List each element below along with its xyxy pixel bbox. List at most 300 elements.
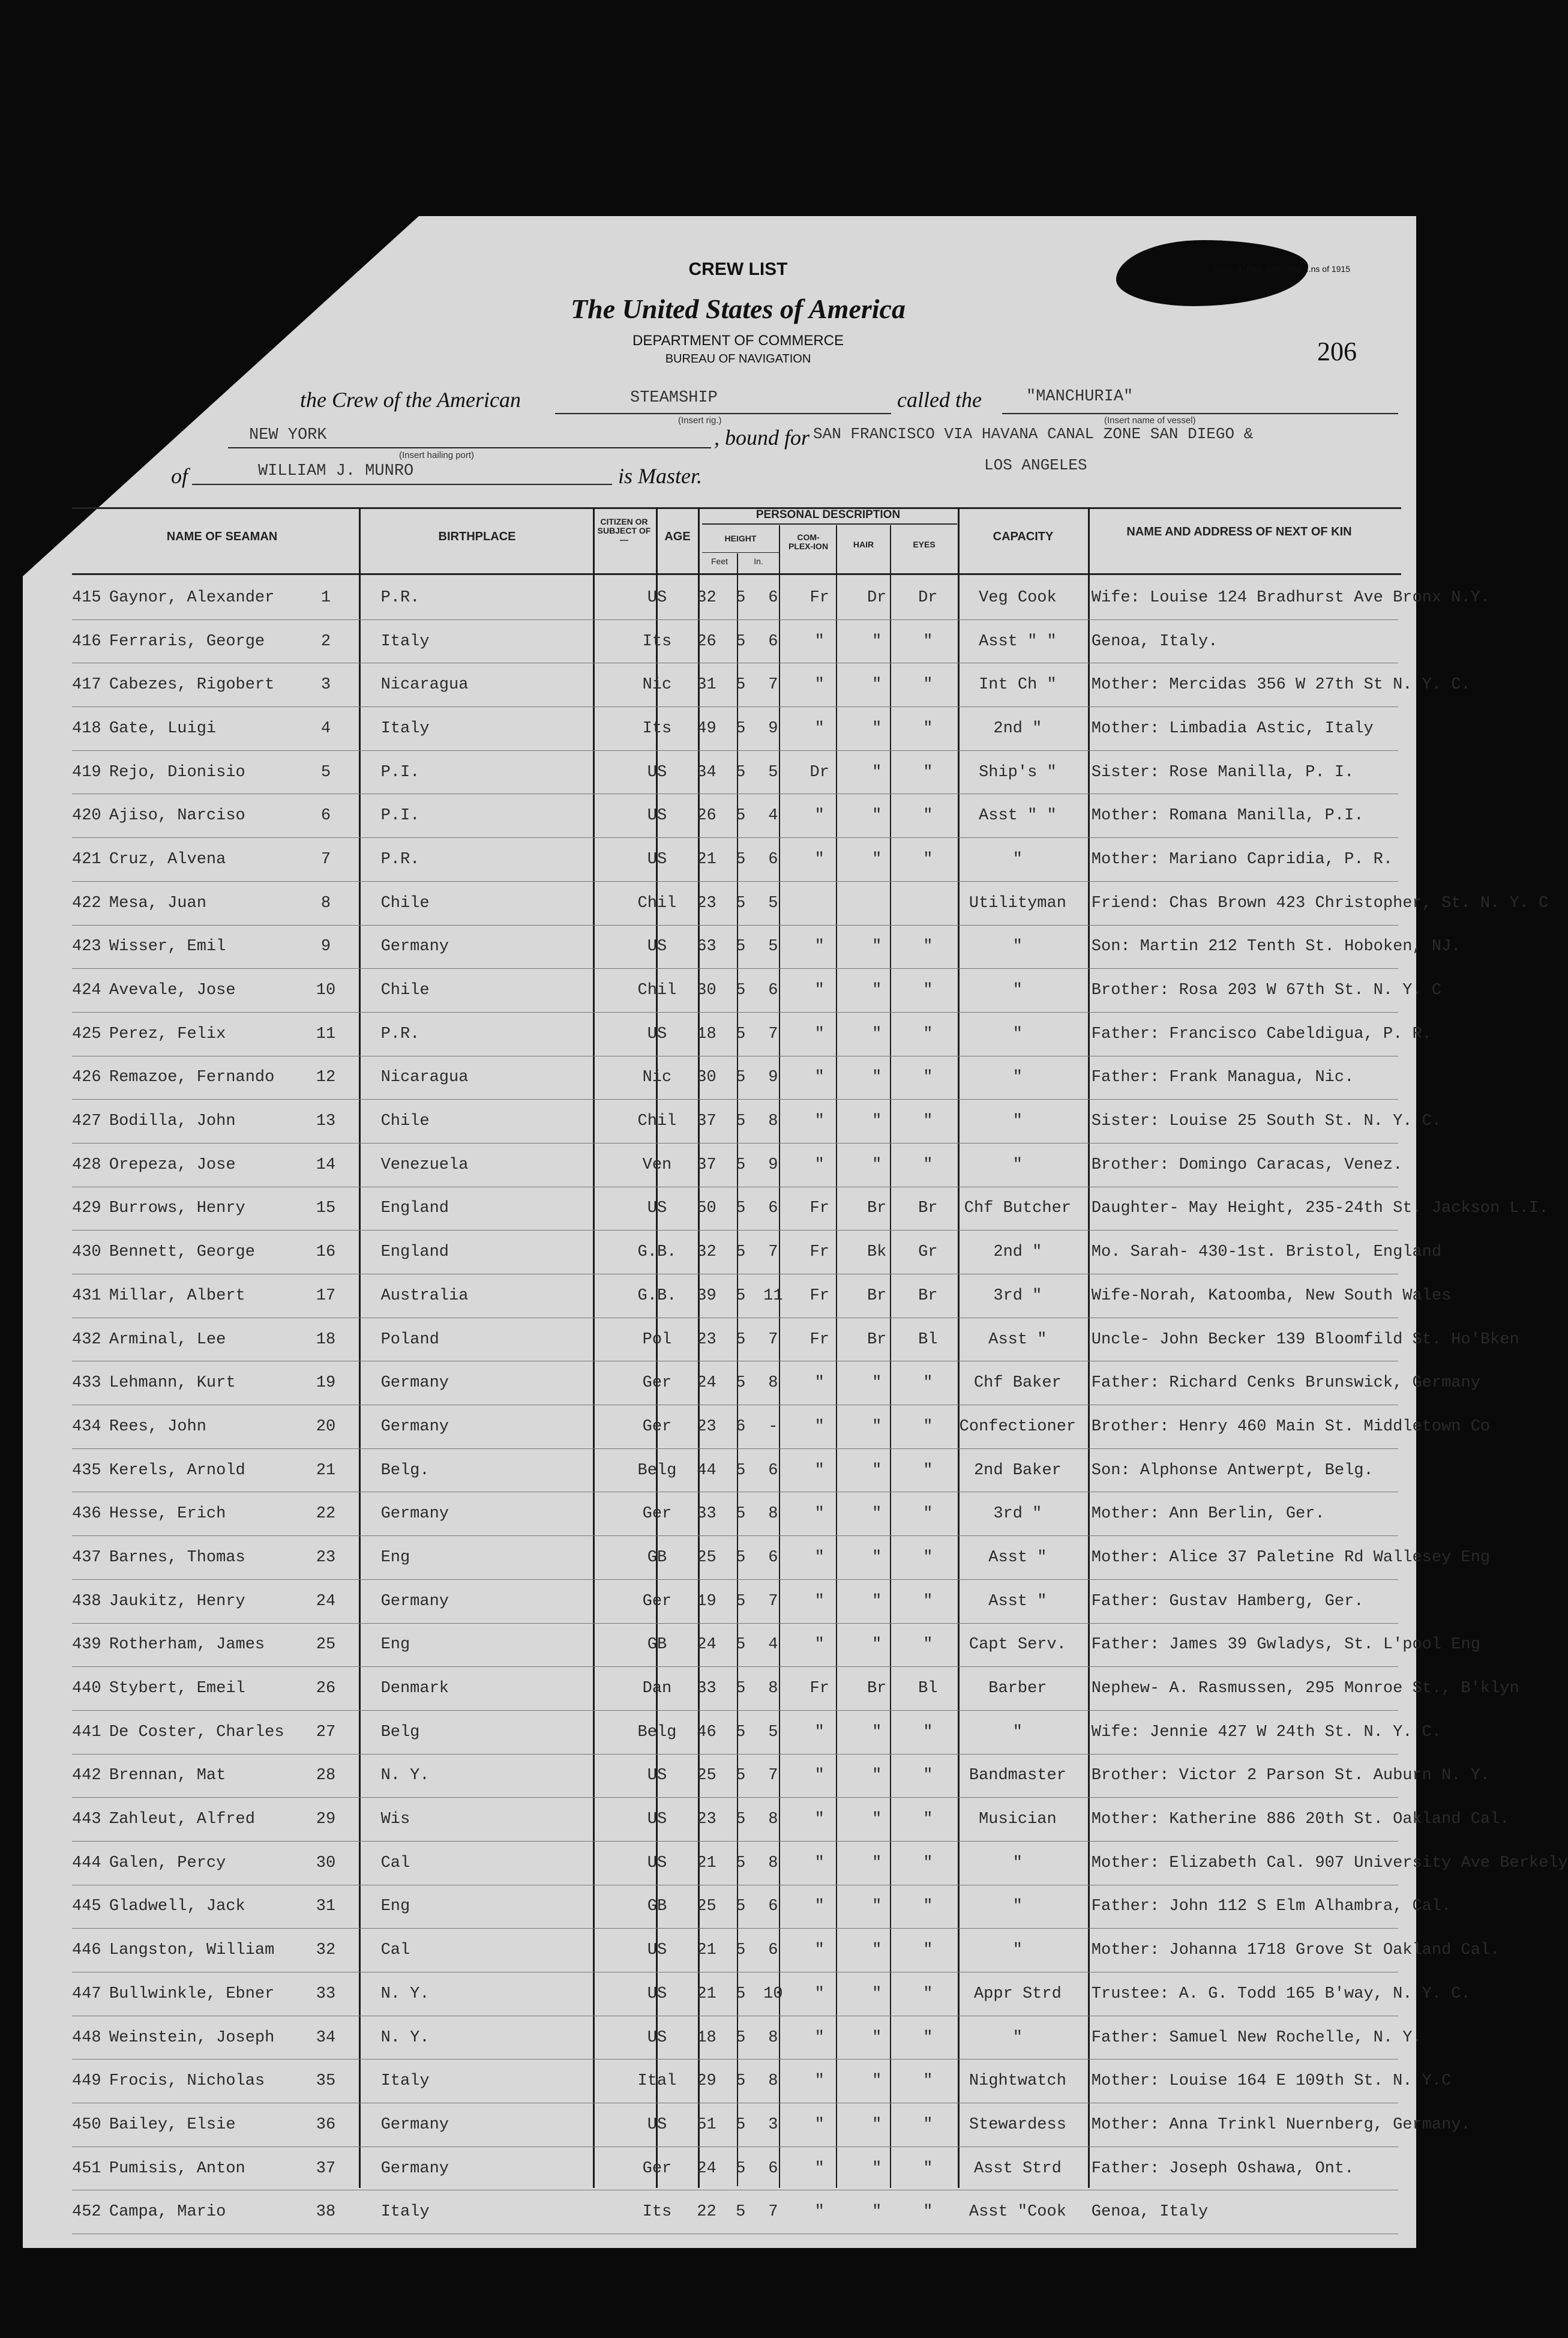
height-feet-cell: 5 — [725, 576, 756, 619]
age-cell: 30 — [688, 969, 725, 1013]
age-cell: 29 — [688, 2059, 725, 2103]
next-of-kin-cell: Genoa, Italy — [1084, 2190, 1398, 2234]
seaman-name-cell: Jaukitz, Henry — [109, 1579, 295, 1623]
seaman-number-cell: 18 — [295, 1318, 356, 1361]
complexion-cell: " — [790, 2059, 849, 2103]
hair-cell: " — [849, 1929, 905, 1972]
hair-cell: " — [849, 925, 905, 969]
eyes-cell: " — [905, 794, 951, 838]
table-row — [72, 1012, 1398, 1056]
capacity-cell: Barber — [951, 1667, 1084, 1711]
eyes-cell: " — [905, 2103, 951, 2147]
seaman-number-cell: 31 — [295, 1885, 356, 1929]
seaman-name-cell: Brennan, Mat — [109, 1754, 295, 1798]
complexion-cell — [790, 881, 849, 925]
hair-cell: " — [849, 1056, 905, 1100]
age-cell: 32 — [688, 1231, 725, 1274]
next-of-kin-cell: Sister: Rose Manilla, P. I. — [1084, 750, 1398, 794]
capacity-cell: Chf Baker — [951, 1361, 1084, 1405]
seaman-name-cell: Gaynor, Alexander — [109, 576, 295, 619]
citizenship-cell: US — [626, 1841, 688, 1885]
line-number-cell: 448 — [72, 2016, 109, 2059]
seaman-number-cell: 7 — [295, 838, 356, 882]
height-feet-cell: 5 — [725, 1361, 756, 1405]
seaman-number-cell: 1 — [295, 576, 356, 619]
line-number-cell: 432 — [72, 1318, 109, 1361]
seaman-number-cell: 25 — [295, 1623, 356, 1667]
table-row — [72, 925, 1398, 969]
seaman-number-cell: 34 — [295, 2016, 356, 2059]
next-of-kin-cell: Mother: Mariano Capridia, P. R. — [1084, 838, 1398, 882]
capacity-cell: " — [951, 1710, 1084, 1754]
hair-cell: Br — [849, 1667, 905, 1711]
line-number-cell: 434 — [72, 1405, 109, 1449]
birthplace-cell: Cal — [357, 1929, 626, 1972]
hair-cell: Br — [849, 1187, 905, 1231]
birthplace-cell: Denmark — [357, 1667, 626, 1711]
seaman-number-cell: 23 — [295, 1536, 356, 1580]
height-feet-cell: 5 — [725, 1448, 756, 1492]
rig-underline — [555, 413, 891, 414]
eyes-cell: Bl — [905, 1318, 951, 1361]
height-inches-cell: 9 — [756, 1056, 790, 1100]
hair-cell: " — [849, 2059, 905, 2103]
capacity-cell: Stewardess — [951, 2103, 1084, 2147]
hair-cell: " — [849, 1885, 905, 1929]
age-cell: 23 — [688, 881, 725, 925]
age-cell: 24 — [688, 1623, 725, 1667]
height-feet-cell: 5 — [725, 1231, 756, 1274]
age-cell: 23 — [688, 1405, 725, 1449]
birthplace-cell: N. Y. — [357, 1972, 626, 2016]
hair-cell: " — [849, 1536, 905, 1580]
eyes-cell: " — [905, 1885, 951, 1929]
height-inches-cell: 8 — [756, 1798, 790, 1842]
complexion-cell: " — [790, 619, 849, 663]
line-number-cell: 438 — [72, 1579, 109, 1623]
seaman-name-cell: Zahleut, Alfred — [109, 1798, 295, 1842]
line-number-cell: 441 — [72, 1710, 109, 1754]
seaman-name-cell: Millar, Albert — [109, 1274, 295, 1318]
table-row — [72, 1274, 1398, 1318]
birthplace-cell: P.R. — [357, 576, 626, 619]
seaman-name-cell: De Coster, Charles — [109, 1710, 295, 1754]
height-feet-cell: 5 — [725, 2059, 756, 2103]
line-number-cell: 442 — [72, 1754, 109, 1798]
next-of-kin-cell: Father: Francisco Cabeldigua, P. R. — [1084, 1012, 1398, 1056]
age-cell: 21 — [688, 1972, 725, 2016]
age-cell: 26 — [688, 794, 725, 838]
col-inches: In. — [754, 556, 763, 566]
height-inches-cell: 7 — [756, 663, 790, 707]
table-row — [72, 969, 1398, 1013]
birthplace-cell: Eng — [357, 1623, 626, 1667]
line-number-cell: 447 — [72, 1972, 109, 2016]
next-of-kin-cell: Nephew- A. Rasmussen, 295 Monroe St., B'klyn — [1084, 1667, 1398, 1711]
citizenship-cell: Ven — [626, 1143, 688, 1187]
eyes-cell: " — [905, 1448, 951, 1492]
line-number-cell: 427 — [72, 1100, 109, 1143]
seaman-name-cell: Cruz, Alvena — [109, 838, 295, 882]
capacity-cell: Asst " " — [951, 619, 1084, 663]
age-cell: 19 — [688, 1579, 725, 1623]
capacity-cell: " — [951, 1100, 1084, 1143]
age-cell: 23 — [688, 1318, 725, 1361]
eyes-cell: " — [905, 1405, 951, 1449]
seaman-name-cell: Remazoe, Fernando — [109, 1056, 295, 1100]
capacity-cell: Nightwatch — [951, 2059, 1084, 2103]
birthplace-cell: Wis — [357, 1798, 626, 1842]
next-of-kin-cell: Son: Alphonse Antwerpt, Belg. — [1084, 1448, 1398, 1492]
citizenship-cell: Ger — [626, 1361, 688, 1405]
hair-cell: " — [849, 750, 905, 794]
height-feet-cell: 5 — [725, 1143, 756, 1187]
height-feet-cell: 5 — [725, 1929, 756, 1972]
hailing-underline — [228, 447, 711, 448]
citizenship-cell: US — [626, 1929, 688, 1972]
capacity-cell: Asst " — [951, 1579, 1084, 1623]
table-row — [72, 1318, 1398, 1361]
seaman-name-cell: Avevale, Jose — [109, 969, 295, 1013]
height-feet-cell: 5 — [725, 1710, 756, 1754]
seaman-number-cell: 13 — [295, 1100, 356, 1143]
height-feet-cell: 5 — [725, 1798, 756, 1842]
seaman-name-cell: Mesa, Juan — [109, 881, 295, 925]
seaman-name-cell: Pumisis, Anton — [109, 2147, 295, 2190]
birthplace-cell: Italy — [357, 707, 626, 751]
line-number-cell: 419 — [72, 750, 109, 794]
seaman-number-cell: 33 — [295, 1972, 356, 2016]
eyes-cell: Br — [905, 1187, 951, 1231]
line-number-cell: 418 — [72, 707, 109, 751]
complexion-cell: " — [790, 2103, 849, 2147]
birthplace-cell: Nicaragua — [357, 663, 626, 707]
next-of-kin-cell: Father: Samuel New Rochelle, N. Y. — [1084, 2016, 1398, 2059]
eyes-cell: Bl — [905, 1667, 951, 1711]
seaman-number-cell: 10 — [295, 969, 356, 1013]
next-of-kin-cell: Son: Martin 212 Tenth St. Hoboken, NJ. — [1084, 925, 1398, 969]
eyes-cell: " — [905, 1361, 951, 1405]
height-feet-cell: 5 — [725, 1885, 756, 1929]
hair-cell: Dr — [849, 576, 905, 619]
citizenship-cell: US — [626, 750, 688, 794]
seaman-name-cell: Perez, Felix — [109, 1012, 295, 1056]
vessel-rig: STEAMSHIP — [630, 389, 718, 407]
bureau-line: BUREAU OF NAVIGATION — [665, 352, 811, 366]
age-cell: 25 — [688, 1536, 725, 1580]
height-feet-cell: 5 — [725, 1754, 756, 1798]
crew-table — [72, 576, 1568, 2234]
height-inches-cell: 6 — [756, 1448, 790, 1492]
hair-cell: " — [849, 1143, 905, 1187]
seaman-number-cell: 3 — [295, 663, 356, 707]
seaman-number-cell: 27 — [295, 1710, 356, 1754]
page-number: 206 — [1317, 337, 1357, 366]
complexion-cell: " — [790, 838, 849, 882]
seaman-name-cell: Stybert, Emeil — [109, 1667, 295, 1711]
next-of-kin-cell: Father: John 112 S Elm Alhambra, Cal. — [1084, 1885, 1398, 1929]
height-inches-cell: 9 — [756, 1143, 790, 1187]
line-number-cell: 437 — [72, 1536, 109, 1580]
height-inches-cell: 8 — [756, 1841, 790, 1885]
line-number-cell: 439 — [72, 1623, 109, 1667]
statute-note: Secs. 4, Rev. Stat., and ...ns of 1915 — [1214, 264, 1350, 274]
seaman-number-cell: 8 — [295, 881, 356, 925]
master-underline — [192, 484, 612, 485]
seaman-name-cell: Frocis, Nicholas — [109, 2059, 295, 2103]
next-of-kin-cell: Mother: Louise 164 E 109th St. N. Y.C — [1084, 2059, 1398, 2103]
height-feet-cell: 5 — [725, 1318, 756, 1361]
seaman-name-cell: Langston, William — [109, 1929, 295, 1972]
complexion-cell: " — [790, 1710, 849, 1754]
eyes-cell: " — [905, 1056, 951, 1100]
birthplace-cell: Nicaragua — [357, 1056, 626, 1100]
capacity-cell: " — [951, 1143, 1084, 1187]
col-birthplace: BIRTHPLACE — [438, 530, 516, 543]
next-of-kin-cell: Brother: Henry 460 Main St. Middletown Co — [1084, 1405, 1398, 1449]
birthplace-cell: Chile — [357, 1100, 626, 1143]
citizenship-cell: G.B. — [626, 1231, 688, 1274]
hailing-port: NEW YORK — [249, 426, 327, 444]
table-row — [72, 794, 1398, 838]
citizenship-cell: US — [626, 838, 688, 882]
table-row — [72, 1798, 1398, 1842]
complexion-cell: " — [790, 1579, 849, 1623]
birthplace-cell: N. Y. — [357, 1754, 626, 1798]
eyes-cell: " — [905, 2016, 951, 2059]
age-cell: 44 — [688, 1448, 725, 1492]
height-inches-cell: 6 — [756, 1187, 790, 1231]
citizenship-cell: Dan — [626, 1667, 688, 1711]
col-hair: HAIR — [853, 540, 874, 549]
capacity-cell: Asst " " — [951, 794, 1084, 838]
birthplace-cell: England — [357, 1187, 626, 1231]
table-row — [72, 1623, 1398, 1667]
citizenship-cell: GB — [626, 1623, 688, 1667]
seaman-name-cell: Weinstein, Joseph — [109, 2016, 295, 2059]
hair-cell: " — [849, 2016, 905, 2059]
hair-cell: " — [849, 663, 905, 707]
line-number-cell: 444 — [72, 1841, 109, 1885]
seaman-number-cell: 32 — [295, 1929, 356, 1972]
height-feet-cell: 6 — [725, 1405, 756, 1449]
line-number-cell: 422 — [72, 881, 109, 925]
height-inches-cell: 4 — [756, 1623, 790, 1667]
age-cell: 22 — [688, 2190, 725, 2234]
table-row — [72, 1100, 1398, 1143]
seaman-name-cell: Bennett, George — [109, 1231, 295, 1274]
line-number-cell: 449 — [72, 2059, 109, 2103]
hair-cell: " — [849, 2190, 905, 2234]
line-number-cell: 425 — [72, 1012, 109, 1056]
form-title: CREW LIST — [688, 259, 788, 279]
line-number-cell: 445 — [72, 1885, 109, 1929]
seaman-number-cell: 36 — [295, 2103, 356, 2147]
height-feet-cell: 5 — [725, 1056, 756, 1100]
destination: SAN FRANCISCO VIA HAVANA CANAL ZONE SAN DIEGO & — [813, 425, 1254, 443]
complexion-cell: Fr — [790, 1667, 849, 1711]
seaman-name-cell: Bullwinkle, Ebner — [109, 1972, 295, 2016]
birthplace-cell: P.R. — [357, 838, 626, 882]
hair-cell: " — [849, 969, 905, 1013]
age-cell: 23 — [688, 1798, 725, 1842]
birthplace-cell: Germany — [357, 2147, 626, 2190]
citizenship-cell: US — [626, 794, 688, 838]
height-inches-cell: 8 — [756, 2016, 790, 2059]
line-number-cell: 451 — [72, 2147, 109, 2190]
complexion-cell: " — [790, 1798, 849, 1842]
birthplace-cell: N. Y. — [357, 2016, 626, 2059]
table-row — [72, 1929, 1398, 1972]
hair-cell: " — [849, 1710, 905, 1754]
height-feet-cell: 5 — [725, 1972, 756, 2016]
height-feet-cell: 5 — [725, 2147, 756, 2190]
height-inches-cell: 5 — [756, 925, 790, 969]
eyes-cell: " — [905, 2190, 951, 2234]
citizenship-cell: Its — [626, 2190, 688, 2234]
next-of-kin-cell: Mother: Anna Trinkl Nuernberg, Germany. — [1084, 2103, 1398, 2147]
next-of-kin-cell: Mo. Sarah- 430-1st. Bristol, England — [1084, 1231, 1398, 1274]
age-cell: 21 — [688, 1929, 725, 1972]
eyes-cell: " — [905, 2147, 951, 2190]
eyes-cell: " — [905, 1841, 951, 1885]
line-number-cell: 431 — [72, 1274, 109, 1318]
capacity-cell: Utilityman — [951, 881, 1084, 925]
table-row — [72, 1405, 1398, 1449]
line-number-cell: 415 — [72, 576, 109, 619]
table-row — [72, 619, 1398, 663]
citizenship-cell: US — [626, 1972, 688, 2016]
line-number-cell: 424 — [72, 969, 109, 1013]
height-inches-cell: 6 — [756, 969, 790, 1013]
capacity-cell: Confectioner — [951, 1405, 1084, 1449]
birthplace-cell: P.I. — [357, 794, 626, 838]
birthplace-cell: Germany — [357, 1405, 626, 1449]
table-row — [72, 1710, 1398, 1754]
col-complexion: COM-PLEX-ION — [788, 532, 829, 551]
master-name: WILLIAM J. MUNRO — [258, 462, 414, 480]
line-number-cell: 452 — [72, 2190, 109, 2234]
hair-cell: " — [849, 619, 905, 663]
next-of-kin-cell: Mother: Ann Berlin, Ger. — [1084, 1492, 1398, 1536]
complexion-cell: " — [790, 1100, 849, 1143]
height-feet-cell: 5 — [725, 1187, 756, 1231]
height-inches-cell: 8 — [756, 1361, 790, 1405]
complexion-cell: " — [790, 1885, 849, 1929]
table-row — [72, 1187, 1398, 1231]
age-cell: 46 — [688, 1710, 725, 1754]
col-personal-description: PERSONAL DESCRIPTION — [755, 508, 901, 521]
height-feet-cell: 5 — [725, 1841, 756, 1885]
age-cell: 24 — [688, 1361, 725, 1405]
complexion-cell: Fr — [790, 576, 849, 619]
next-of-kin-cell: Brother: Victor 2 Parson St. Auburn N. Y. — [1084, 1754, 1398, 1798]
height-feet-cell: 5 — [725, 1012, 756, 1056]
eyes-cell: " — [905, 1492, 951, 1536]
height-inches-cell: 6 — [756, 2147, 790, 2190]
seaman-name-cell: Burrows, Henry — [109, 1187, 295, 1231]
citizenship-cell: Its — [626, 707, 688, 751]
birthplace-cell: Italy — [357, 619, 626, 663]
height-feet-cell: 5 — [725, 838, 756, 882]
table-row — [72, 1841, 1398, 1885]
seaman-number-cell: 15 — [295, 1187, 356, 1231]
next-of-kin-cell: Brother: Domingo Caracas, Venez. — [1084, 1143, 1398, 1187]
height-inches-cell: 7 — [756, 1754, 790, 1798]
height-feet-cell: 5 — [725, 1579, 756, 1623]
complexion-cell: " — [790, 1405, 849, 1449]
line-number-cell: 450 — [72, 2103, 109, 2147]
col-eyes: EYES — [913, 540, 936, 549]
hair-cell: Br — [849, 1318, 905, 1361]
table-row — [72, 881, 1398, 925]
height-inches-cell: 6 — [756, 838, 790, 882]
citizenship-cell: Ital — [626, 2059, 688, 2103]
complexion-cell: " — [790, 1361, 849, 1405]
age-cell: 21 — [688, 1841, 725, 1885]
height-feet-cell: 5 — [725, 881, 756, 925]
line-number-cell: 417 — [72, 663, 109, 707]
height-inches-cell: 6 — [756, 1929, 790, 1972]
hair-cell: " — [849, 2103, 905, 2147]
table-row — [72, 1885, 1398, 1929]
seaman-name-cell: Campa, Mario — [109, 2190, 295, 2234]
citizenship-cell: US — [626, 925, 688, 969]
eyes-cell — [905, 881, 951, 925]
height-feet-cell: 5 — [725, 925, 756, 969]
table-row — [72, 1143, 1398, 1187]
table-row — [72, 1579, 1398, 1623]
birthplace-cell: Belg — [357, 1710, 626, 1754]
seaman-number-cell: 14 — [295, 1143, 356, 1187]
line-number-cell: 440 — [72, 1667, 109, 1711]
next-of-kin-cell: Mother: Johanna 1718 Grove St Oakland Cal. — [1084, 1929, 1398, 1972]
eyes-cell: " — [905, 1579, 951, 1623]
line-number-cell: 446 — [72, 1929, 109, 1972]
height-inches-cell: - — [756, 1405, 790, 1449]
master-of-text: of — [171, 464, 188, 488]
complexion-cell: " — [790, 925, 849, 969]
birthplace-cell: Germany — [357, 1492, 626, 1536]
hair-cell: " — [849, 1012, 905, 1056]
height-feet-cell: 5 — [725, 707, 756, 751]
capacity-cell: " — [951, 838, 1084, 882]
next-of-kin-cell: Sister: Louise 25 South St. N. Y. C. — [1084, 1100, 1398, 1143]
age-cell: 21 — [688, 838, 725, 882]
complexion-cell: Fr — [790, 1274, 849, 1318]
citizenship-cell: US — [626, 1187, 688, 1231]
seaman-name-cell: Rejo, Dionisio — [109, 750, 295, 794]
height-feet-cell: 5 — [725, 750, 756, 794]
capacity-cell: Asst Strd — [951, 2147, 1084, 2190]
seaman-name-cell: Rotherham, James — [109, 1623, 295, 1667]
seaman-number-cell: 4 — [295, 707, 356, 751]
seaman-name-cell: Cabezes, Rigobert — [109, 663, 295, 707]
hair-cell: " — [849, 1754, 905, 1798]
seaman-number-cell: 35 — [295, 2059, 356, 2103]
line-number-cell: 435 — [72, 1448, 109, 1492]
age-cell: 49 — [688, 707, 725, 751]
complexion-cell: " — [790, 2016, 849, 2059]
capacity-cell: Ship's " — [951, 750, 1084, 794]
complexion-cell: " — [790, 2190, 849, 2234]
table-row — [72, 2103, 1398, 2147]
birthplace-cell: Chile — [357, 969, 626, 1013]
age-cell: 51 — [688, 2103, 725, 2147]
citizenship-cell: Ger — [626, 1492, 688, 1536]
next-of-kin-cell: Father: James 39 Gwladys, St. L'pool Eng — [1084, 1623, 1398, 1667]
seaman-number-cell: 21 — [295, 1448, 356, 1492]
